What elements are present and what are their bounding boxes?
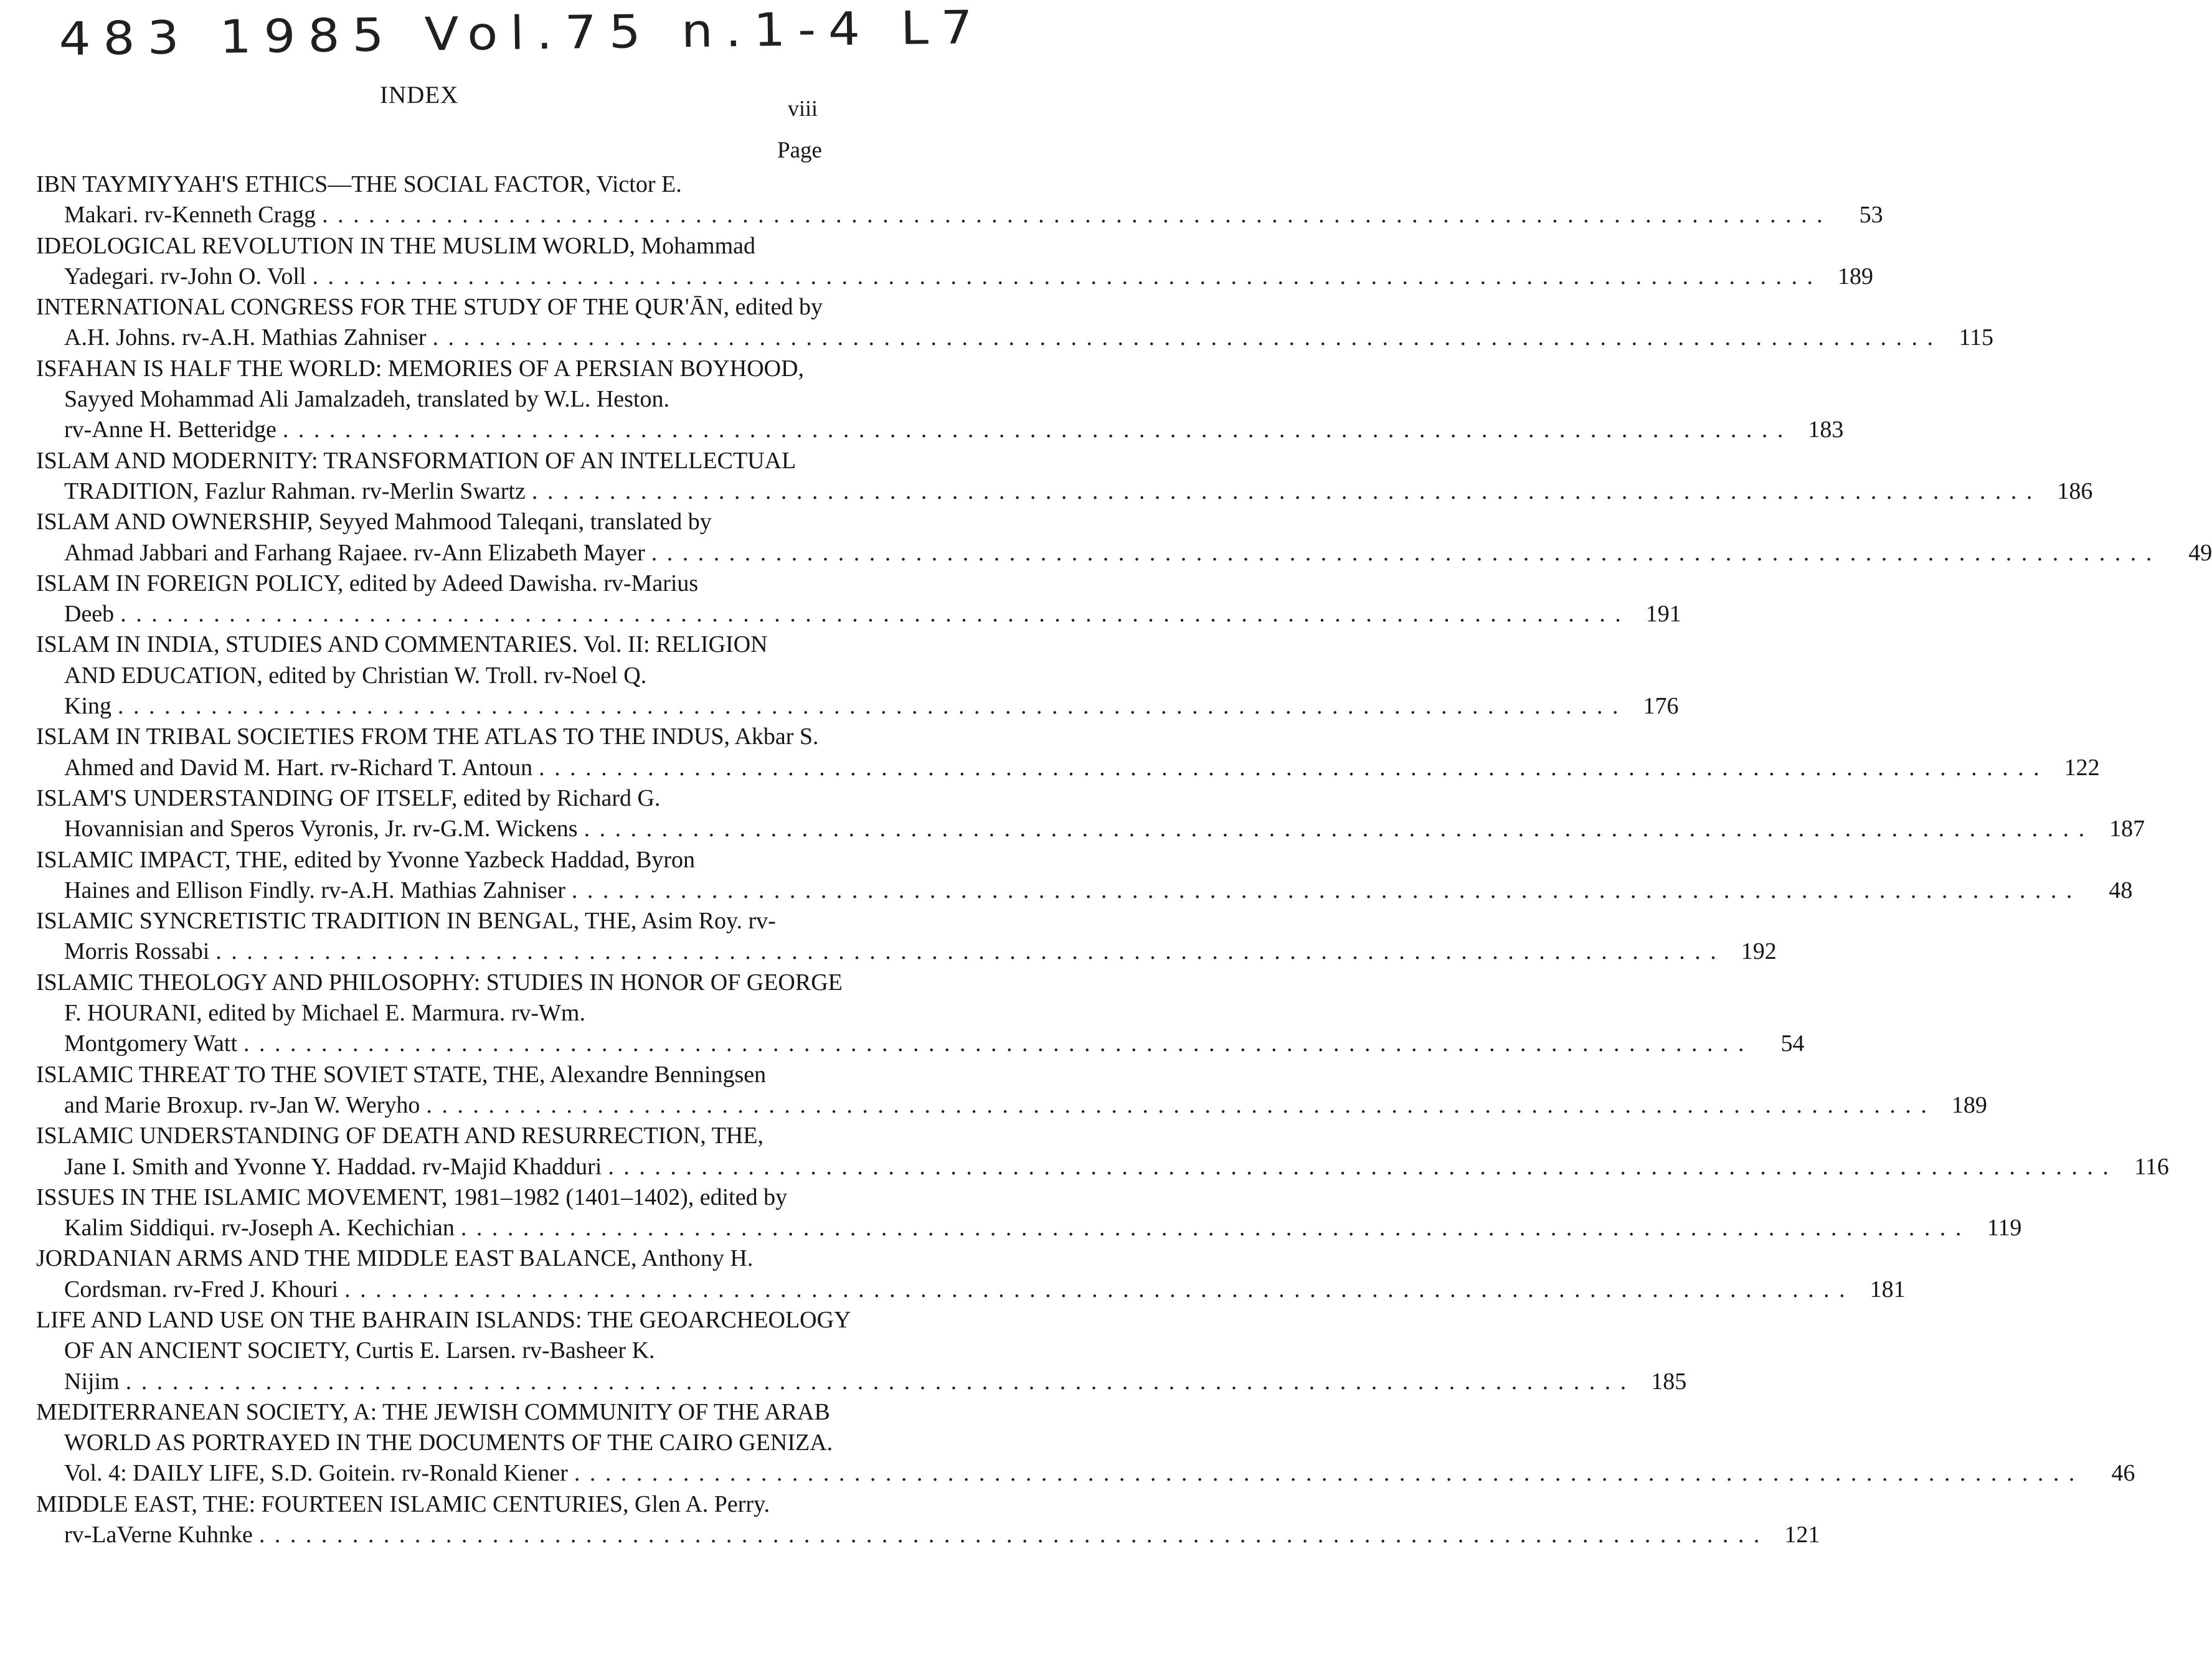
index-entry (36, 292, 1994, 354)
entry-title-line (36, 1182, 839, 1213)
entry-page-number: 186 (2057, 478, 2093, 504)
index-entry (36, 906, 1777, 968)
dot-leaders (111, 691, 1628, 722)
entry-title-line (36, 292, 839, 323)
dot-leaders (568, 1458, 2084, 1489)
index-entry (36, 507, 2212, 568)
entry-title-line (36, 1243, 839, 1274)
entry-text: ISLAMIC THEOLOGY AND PHILOSOPHY: STUDIES IN HONOR OF GEORGE (36, 969, 843, 996)
entry-text: Morris Rossabi (64, 938, 210, 965)
dot-leaders (420, 1090, 1936, 1121)
entry-continuation-line (36, 1458, 2135, 1489)
entry-continuation-line (36, 661, 839, 691)
roman-page-number: viii (788, 96, 818, 121)
entry-title-line (36, 568, 839, 599)
entry-continuation-line (36, 1367, 1687, 1397)
entry-continuation-line (36, 200, 1883, 230)
entry-continuation-line (36, 1520, 1820, 1550)
entry-page-number: 121 (1784, 1522, 1820, 1548)
handwritten-note-text: 483 1985 Vol.75 n.1-4 L7 (59, 0, 986, 66)
entry-text: ISSUES IN THE ISLAMIC MOVEMENT, 1981–1982 (1401–1402), edited by (36, 1184, 788, 1210)
dot-leaders (209, 936, 1726, 967)
dot-leaders (316, 200, 1832, 230)
entry-page-number: 116 (2134, 1153, 2169, 1180)
index-entry (36, 1182, 2022, 1244)
entry-text: ISLAM'S UNDERSTANDING OF ITSELF, edited by Richard G. (36, 785, 661, 811)
entry-page-number: 49 (2188, 539, 2212, 566)
entry-title-line (36, 231, 839, 262)
entry-continuation-line (36, 1275, 1906, 1305)
entry-page-number: 115 (1959, 324, 1994, 351)
entry-text: JORDANIAN ARMS AND THE MIDDLE EAST BALANCE, Anthony H. (36, 1245, 754, 1272)
dot-leaders (526, 476, 2042, 507)
entry-continuation-line (36, 814, 2145, 844)
entry-continuation-line (36, 599, 1681, 629)
entry-text: ISLAM IN TRIBAL SOCIETIES FROM THE ATLAS TO THE INDUS, Akbar S. (36, 723, 819, 750)
entry-page-number: 181 (1869, 1276, 1906, 1303)
dot-leaders (120, 1367, 1636, 1397)
index-entry (36, 722, 2100, 783)
entry-text: IBN TAYMIYYAH'S ETHICS—THE SOCIAL FACTOR, Victor E. (36, 171, 682, 197)
entry-title-line (36, 1489, 839, 1520)
entry-title-line (36, 446, 839, 476)
entry-continuation-line (36, 875, 2133, 906)
index-entry (36, 845, 2133, 907)
entry-title-line (36, 722, 839, 752)
index-entry (36, 1121, 2169, 1182)
entry-text: Vol. 4: DAILY LIFE, S.D. Goitein. rv-Ronald Kiener (64, 1460, 568, 1487)
index-entry-list (36, 169, 2212, 1550)
index-entry (36, 1243, 1906, 1305)
entry-continuation-line (36, 1428, 839, 1458)
entry-page-number: 54 (1780, 1030, 1805, 1057)
dot-leaders (602, 1152, 2118, 1182)
entry-title-line (36, 629, 839, 660)
entry-title-line (36, 354, 839, 384)
entry-text: MIDDLE EAST, THE: FOURTEEN ISLAMIC CENTURIES, Glen A. Perry. (36, 1491, 770, 1517)
entry-text: ISLAMIC THREAT TO THE SOVIET STATE, THE, Alexandre Benningsen (36, 1061, 767, 1088)
entry-title-line (36, 169, 839, 200)
entry-text: Deeb (64, 601, 115, 628)
dot-leaders (338, 1275, 1855, 1305)
entry-title-line (36, 968, 843, 998)
entry-page-number: 122 (2064, 754, 2100, 781)
entry-text: ISLAM IN FOREIGN POLICY, edited by Adeed Dawisha. rv-Marius (36, 570, 699, 596)
dot-leaders (427, 323, 1943, 353)
index-entry (36, 1060, 1987, 1121)
dot-leaders (253, 1520, 1769, 1550)
index-entry (36, 1489, 1820, 1551)
entry-page-number: 192 (1741, 938, 1777, 965)
entry-continuation-line (36, 1090, 1987, 1121)
entry-text: ISFAHAN IS HALF THE WORLD: MEMORIES OF A PERSIAN BOYHOOD, (36, 355, 805, 382)
entry-text: A.H. Johns. rv-A.H. Mathias Zahniser (64, 324, 427, 351)
entry-continuation-line (36, 1213, 2022, 1243)
entry-page-number: 191 (1645, 601, 1681, 628)
entry-page-number: 119 (1987, 1215, 2022, 1242)
entry-title-line (36, 1305, 851, 1336)
entry-page-number: 48 (2109, 877, 2133, 903)
entry-text: ISLAM IN INDIA, STUDIES AND COMMENTARIES. Vol. II: RELIGION (36, 631, 768, 658)
entry-continuation-line (36, 998, 839, 1029)
entry-continuation-line (36, 1029, 1805, 1059)
dot-leaders (114, 599, 1630, 629)
entry-text: Sayyed Mohammad Ali Jamalzadeh, translated by W.L. Heston. (64, 386, 669, 413)
handwritten-catalog-note (31, 0, 986, 83)
entry-text: AND EDUCATION, edited by Christian W. Troll. rv-Noel Q. (64, 662, 647, 689)
entry-text: Makari. rv-Kenneth Cragg (64, 202, 316, 229)
entry-continuation-line (36, 415, 1844, 445)
entry-text: ISLAMIC SYNCRETISTIC TRADITION IN BENGAL, THE, Asim Roy. rv- (36, 908, 776, 935)
index-entry (36, 231, 1873, 293)
entry-text: Hovannisian and Speros Vyronis, Jr. rv-G.M. Wickens (64, 816, 578, 842)
entry-page-number: 46 (2111, 1460, 2135, 1487)
index-entry (36, 968, 1805, 1060)
index-entry (36, 446, 2093, 507)
entry-continuation-line (36, 691, 1679, 722)
entry-title-line (36, 783, 839, 814)
entry-text: ISLAM AND MODERNITY: TRANSFORMATION OF AN INTELLECTUAL (36, 447, 796, 474)
entry-text: IDEOLOGICAL REVOLUTION IN THE MUSLIM WORLD, Mohammad (36, 232, 755, 259)
dot-leaders (532, 753, 2049, 783)
entry-title-line (36, 507, 839, 537)
entry-text: rv-Anne H. Betteridge (64, 417, 276, 443)
entry-text: TRADITION, Fazlur Rahman. rv-Merlin Swartz (64, 478, 526, 504)
index-entry (36, 629, 1679, 722)
entry-title-line (36, 906, 839, 936)
entry-continuation-line (36, 753, 2100, 783)
entry-text: Haines and Ellison Findly. rv-A.H. Mathias Zahniser (64, 877, 565, 903)
entry-title-line (36, 1121, 839, 1151)
entry-continuation-line (36, 1336, 839, 1366)
entry-text: and Marie Broxup. rv-Jan W. Weryho (64, 1091, 420, 1118)
entry-title-line (36, 1397, 839, 1428)
dot-leaders (645, 538, 2162, 568)
index-entry (36, 568, 1681, 630)
entry-continuation-line (36, 323, 1994, 353)
entry-continuation-line (36, 476, 2093, 507)
entry-text: INTERNATIONAL CONGRESS FOR THE STUDY OF THE QUR'ĀN, edited by (36, 294, 823, 321)
entry-page-number: 189 (1837, 263, 1873, 290)
dot-leaders (237, 1029, 1754, 1059)
entry-text: MEDITERRANEAN SOCIETY, A: THE JEWISH COMMUNITY OF THE ARAB (36, 1398, 830, 1425)
entry-continuation-line (36, 384, 839, 415)
page-column-heading: Page (777, 138, 822, 163)
entry-continuation-line (36, 936, 1777, 967)
entry-text: Ahmed and David M. Hart. rv-Richard T. Antoun (64, 754, 533, 781)
entry-page-number: 185 (1651, 1368, 1687, 1395)
index-entry (36, 1305, 1687, 1397)
index-entry (36, 169, 1883, 231)
page-title: INDEX (380, 82, 459, 108)
entry-page-number: 187 (2109, 816, 2145, 842)
entry-page-number: 53 (1859, 202, 1883, 229)
entry-continuation-line (36, 538, 2212, 568)
index-entry (36, 1397, 2135, 1489)
entry-text: Jane I. Smith and Yvonne Y. Haddad. rv-Majid Khadduri (64, 1153, 602, 1180)
entry-text: Montgomery Watt (64, 1030, 238, 1057)
entry-title-line (36, 845, 839, 875)
entry-text: Nijim (64, 1368, 120, 1395)
entry-page-number: 176 (1643, 693, 1679, 720)
entry-text: ISLAMIC IMPACT, THE, edited by Yvonne Yazbeck Haddad, Byron (36, 846, 695, 873)
entry-page-number: 189 (1951, 1091, 1987, 1118)
dot-leaders (578, 814, 2094, 844)
entry-text: rv-LaVerne Kuhnke (64, 1522, 253, 1548)
dot-leaders (565, 875, 2082, 906)
index-entry (36, 783, 2145, 845)
entry-text: OF AN ANCIENT SOCIETY, Curtis E. Larsen. rv-Basheer K. (64, 1337, 655, 1364)
dot-leaders (306, 262, 1822, 292)
entry-text: Ahmad Jabbari and Farhang Rajaee. rv-Ann Elizabeth Mayer (64, 539, 645, 566)
entry-text: Kalim Siddiqui. rv-Joseph A. Kechichian (64, 1215, 455, 1242)
dot-leaders (455, 1213, 1971, 1243)
entry-text: ISLAM AND OWNERSHIP, Seyyed Mahmood Taleqani, translated by (36, 509, 712, 535)
entry-text: King (64, 693, 111, 720)
entry-text: F. HOURANI, edited by Michael E. Marmura. rv-Wm. (64, 1000, 585, 1027)
entry-text: Yadegari. rv-John O. Voll (64, 263, 306, 290)
entry-continuation-line (36, 262, 1873, 292)
entry-text: ISLAMIC UNDERSTANDING OF DEATH AND RESURRECTION, THE, (36, 1123, 763, 1149)
index-entry (36, 354, 1844, 446)
entry-text: Cordsman. rv-Fred J. Khouri (64, 1276, 339, 1303)
dot-leaders (276, 415, 1793, 445)
entry-continuation-line (36, 1152, 2169, 1182)
entry-title-line (36, 1060, 839, 1090)
entry-text: WORLD AS PORTRAYED IN THE DOCUMENTS OF THE CAIRO GENIZA. (64, 1430, 833, 1456)
entry-text: LIFE AND LAND USE ON THE BAHRAIN ISLANDS: THE GEOARCHEOLOGY (36, 1306, 851, 1333)
entry-page-number: 183 (1808, 417, 1844, 443)
